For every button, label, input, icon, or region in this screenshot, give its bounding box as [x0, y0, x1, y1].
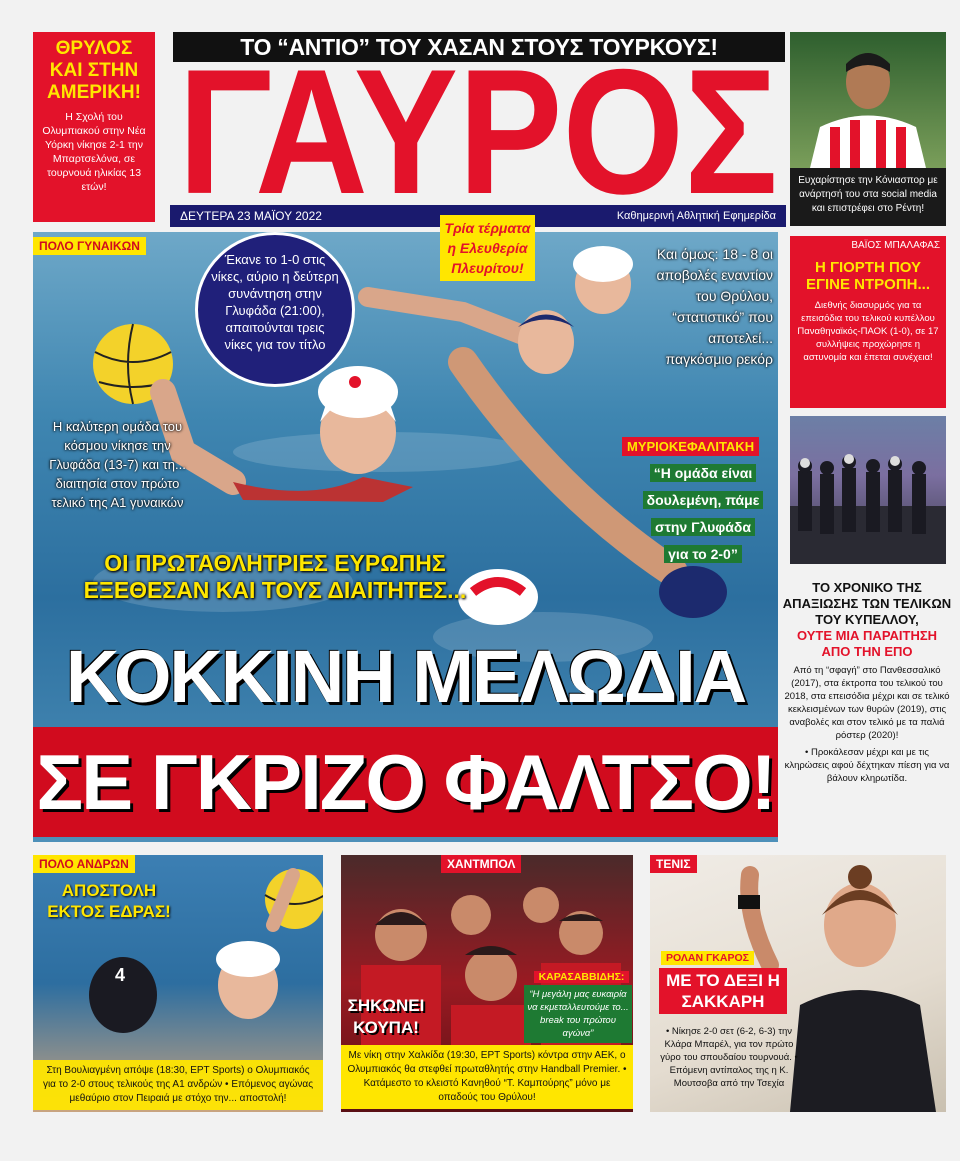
- promo-text: Η Σχολή του Ολυμπιακού στην Νέα Υόρκη νίκησε 2-1 την Μπαρτσελόνα, σε τουρνουά ηλικίας 13 ετών!: [42, 111, 146, 193]
- chronicle-story[interactable]: [782, 580, 952, 785]
- quote-line: για το 2-0”: [664, 545, 742, 563]
- player-caption: Ευχαρίστησε την Κόνιασπορ με ανάρτησή του στα social media και επιστρέφει στο Ρέντη!: [790, 168, 946, 226]
- quote-line: στην Γλυφάδα: [651, 518, 755, 536]
- chronicle-bullet: • Προκάλεσαν μέχρι και με τις κληρώσεις αφού δέχτηκαν πίεση για να βάλουν κληρωτίδα.: [784, 747, 950, 784]
- quote-line: δουλεμένη, πάμε: [643, 491, 764, 509]
- masthead-svg: [168, 58, 788, 203]
- promo-box-left[interactable]: [33, 32, 155, 222]
- match-summary: Η καλύτερη ομάδα του κόσμου νίκησε την Γλυφάδα (13-7) και τη... διαιτησία στον πρώτο τελικό της Α1 γυναικών: [49, 419, 186, 510]
- mens-polo-headline: ΑΠΟΣΤΟΛΗ ΕΚΤΟΣ ΕΔΡΑΣ!: [47, 881, 171, 921]
- top-banner[interactable]: ΤΟ “ΑΝΤΙΟ” ΤΟΥ ΧΑΣΑΝ ΣΤΟΥΣ ΤΟΥΡΚΟΥΣ!: [173, 32, 785, 62]
- issue-date: ΔΕΥΤΕΡΑ 23 ΜΑΪΟΥ 2022: [180, 209, 322, 223]
- mens-polo-caption: Στη Βουλιαγμένη απόψε (18:30, ΕΡΤ Sports) ο Ολυμπιακός για το 2-0 στους τελικούς της Α1 ανδρών • Επόμενος αγώνας μεθαύριο στον Πειραιά με στόχο την... αποστολή!: [33, 1060, 323, 1110]
- player-photo[interactable]: [790, 32, 946, 168]
- column-headline: Η ΓΙΟΡΤΗ ΠΟΥ ΕΓΙΝΕ ΝΤΡΟΠΗ...: [805, 259, 931, 293]
- goals-callout: Τρία τέρματα η Ελευθερία Πλευρίτου!: [440, 215, 535, 281]
- opinion-column-box[interactable]: [790, 236, 946, 408]
- section-tag-handball: ΧΑΝΤΜΠΟΛ: [441, 855, 521, 873]
- handball-quote: “Η μεγάλη μας ευκαιρία να εκμεταλλευτούμε το... break του πρώτου αγώνα”: [524, 985, 632, 1043]
- column-text: Διεθνής διασυρμός για τα επεισόδια του τελικού κυπέλλου Παναθηναϊκός-ΠΑΟΚ (1-0), σε 17 συλλήψεις προχώρησε η αστυνομία και έπεται συνέχεια!: [797, 300, 939, 363]
- section-tag-women-polo: ΠΟΛΟ ΓΥΝΑΙΚΩΝ: [33, 237, 146, 255]
- tagline: Καθημερινή Αθλητική Εφημερίδα: [616, 210, 776, 222]
- masthead-title: ΓΑΥΡΟΣ: [178, 58, 778, 203]
- section-tag-tennis: ΤΕΝΙΣ: [650, 855, 697, 873]
- masthead-logo: [168, 58, 788, 203]
- handball-caption: Με νίκη στην Χαλκίδα (19:30, ΕΡΤ Sports) κόντρα στην ΑΕΚ, ο Ολυμπιακός θα στεφθεί πρωταθλητής στην Handball Premier. • Κατάμεστο το κλειστό Κανηθού “Τ. Καμπούρης” μόνο με οπαδούς του Θρύλου!: [341, 1045, 633, 1109]
- story-kicker: ΟΙ ΠΡΩΤΑΘΛΗΤΡΙΕΣ ΕΥΡΩΠΗΣ ΕΞΕΘΕΣΑΝ ΚΑΙ ΤΟΥΣ ΔΙΑΙΤΗΤΕΣ...: [83, 550, 467, 603]
- tournament-tag: ΡΟΛΑΝ ΓΚΑΡΟΣ: [661, 951, 754, 965]
- chronicle-headline: ΤΟ ΧΡΟΝΙΚΟ ΤΗΣ ΑΠΑΞΙΩΣΗΣ ΤΩΝ ΤΕΛΙΚΩΝ ΤΟΥ ΚΥΠΕΛΛΟΥ,: [782, 580, 952, 627]
- section-tag-men-polo: ΠΟΛΟ ΑΝΔΡΩΝ: [33, 855, 135, 873]
- main-headline-line1[interactable]: ΚΟΚΚΙΝΗ ΜΕΛΩΔΙΑ: [65, 635, 746, 718]
- quote-name-tag: ΜΥΡΙΟΚΕΦΑΛΙΤΑΚΗ: [622, 437, 759, 456]
- svg-text:4: 4: [115, 965, 126, 985]
- handball-story[interactable]: [341, 855, 633, 1112]
- tennis-headline: ΜΕ ΤΟ ΔΕΞΙ Η ΣΑΚΚΑΡΗ: [659, 968, 787, 1014]
- riot-police-photo[interactable]: [790, 416, 946, 564]
- handball-headline: ΣΗΚΩΝΕΙ ΚΟΥΠΑ!: [347, 996, 425, 1037]
- police-illustration: [790, 416, 946, 564]
- column-author: ΒΑΪΟΣ ΜΠΑΛΑΦΑΣ: [851, 240, 940, 251]
- player-figure: [790, 32, 946, 168]
- tennis-text: • Νίκησε 2-0 σετ (6-2, 6-3) την Κλάρα Μπαρέλ, για τον πρώτο γύρο του σπουδαίου τουρνουά. • Επόμενη αντίπαλος της η Κ. Μουτσοβα από την Τσεχία: [660, 1026, 798, 1089]
- chronicle-text: Από τη “σφαγή” στο Πανθεσσαλικό (2017), στα έκτροπα του τελικού του 2018, στα επεισόδια μέχρι και σε τελικό κεκλεισμένων των θυρών (2019), στις αναβολές και στον τελικό με τα παλιά ρόστερ (2020)!: [784, 665, 950, 741]
- quote-line: “Η ομάδα είναι: [650, 464, 757, 482]
- circle-info-badge: Έκανε το 1-0 στις νίκες, αύριο η δεύτερη συνάντηση στην Γλυφάδα (21:00), απαιτούνται τρεις νίκες για τον τίτλο: [195, 232, 355, 387]
- chronicle-headline-red: ΟΥΤΕ ΜΙΑ ΠΑΡΑΙΤΗΣΗ ΑΠΟ ΤΗΝ ΕΠΟ: [796, 628, 938, 659]
- main-headline-line2[interactable]: ΣΕ ΓΚΡΙΖΟ ΦΑΛΤΣΟ!: [36, 738, 775, 826]
- promo-headline: ΘΡΥΛΟΣ ΚΑΙ ΣΤΗΝ ΑΜΕΡΙΚΗ!: [47, 38, 141, 103]
- stat-callout: Και όμως: 18 - 8 οι αποβολές εναντίον του Θρύλου, “στατιστικό” που αποτελεί... παγκόσμιο ρεκόρ: [656, 246, 773, 367]
- player-quote: [630, 460, 776, 568]
- handball-quote-name: ΚΑΡΑΣΑΒΒΙΔΗΣ:: [534, 971, 629, 983]
